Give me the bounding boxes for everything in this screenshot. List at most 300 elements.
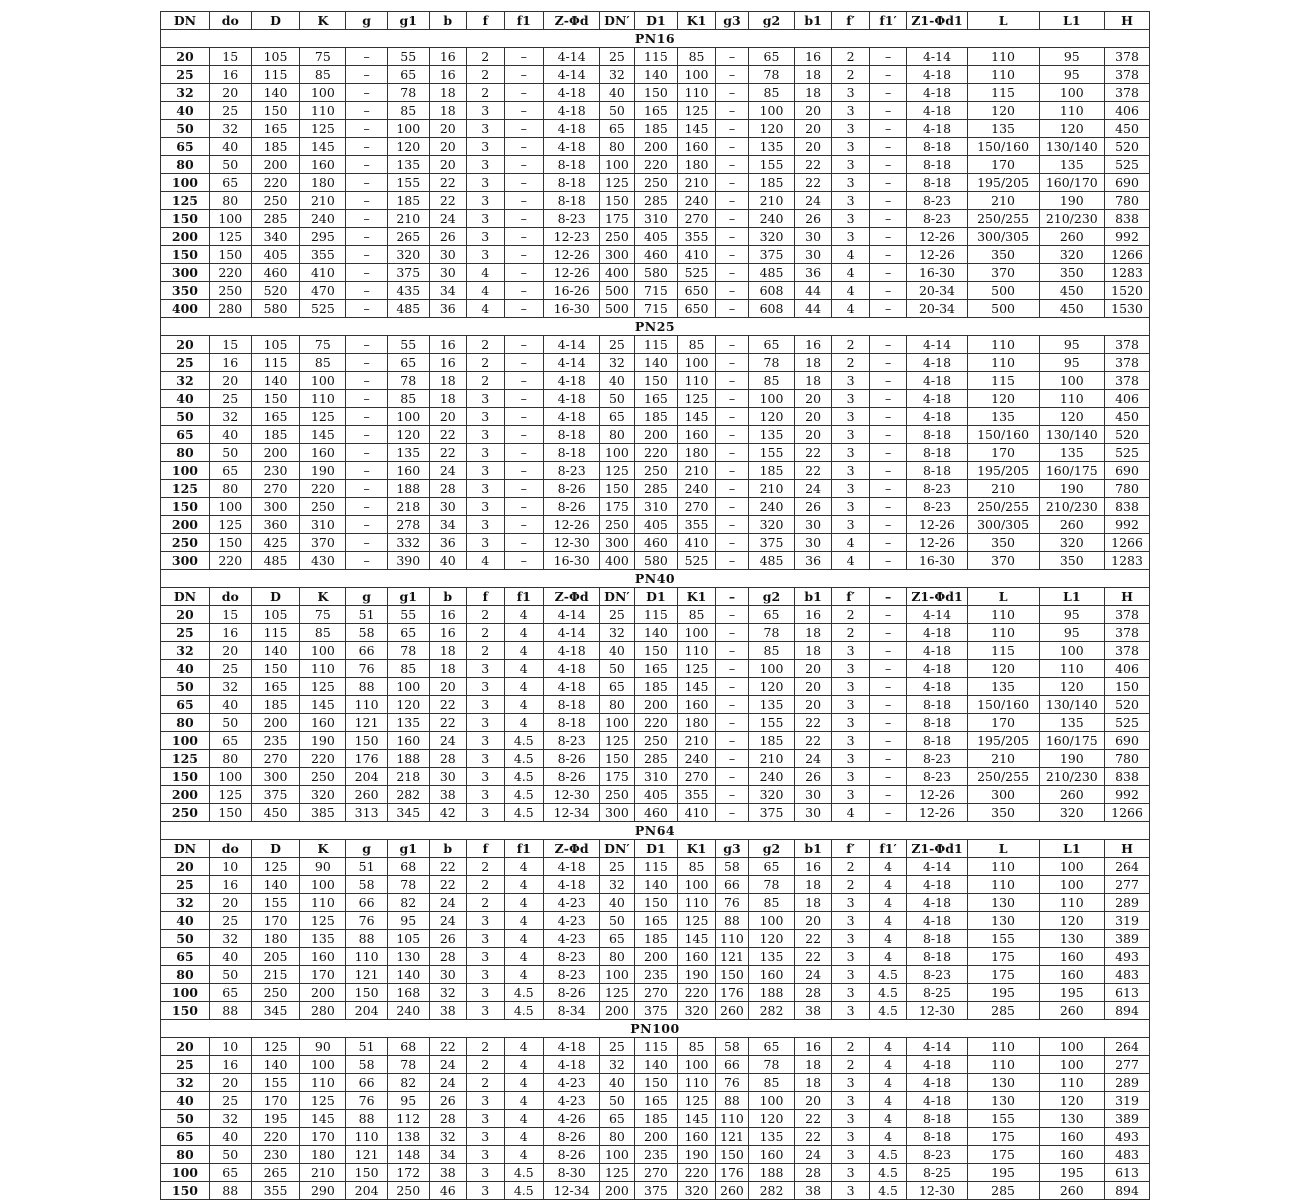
table-cell: 195 bbox=[251, 1110, 300, 1128]
table-cell: 240 bbox=[678, 750, 715, 768]
table-cell: 16 bbox=[209, 1056, 251, 1074]
table-cell: – bbox=[869, 300, 906, 318]
table-cell: 3 bbox=[832, 372, 869, 390]
column-header: f1 bbox=[504, 12, 544, 30]
table-cell: 355 bbox=[251, 1182, 300, 1200]
column-header: b1 bbox=[794, 840, 831, 858]
table-cell: – bbox=[715, 210, 748, 228]
dn-cell: 32 bbox=[161, 894, 210, 912]
table-cell: – bbox=[504, 408, 544, 426]
table-cell: 4-23 bbox=[544, 930, 600, 948]
table-cell: 15 bbox=[209, 606, 251, 624]
table-cell: – bbox=[346, 426, 388, 444]
table-cell: 260 bbox=[1039, 1002, 1105, 1020]
table-cell: 2 bbox=[832, 336, 869, 354]
table-cell: 120 bbox=[1039, 120, 1105, 138]
dn-cell: 150 bbox=[161, 1182, 210, 1200]
table-cell: 4-18 bbox=[544, 660, 600, 678]
table-row bbox=[161, 1146, 1150, 1164]
table-cell: 8-23 bbox=[907, 750, 967, 768]
table-cell: 85 bbox=[749, 894, 795, 912]
dn-cell: 400 bbox=[161, 300, 210, 318]
table-cell: – bbox=[715, 264, 748, 282]
table-cell: 613 bbox=[1105, 984, 1150, 1002]
table-cell: 185 bbox=[251, 138, 300, 156]
table-cell: 105 bbox=[387, 930, 429, 948]
table-cell: 4 bbox=[869, 948, 906, 966]
table-cell: 3 bbox=[832, 84, 869, 102]
table-cell: 140 bbox=[387, 966, 429, 984]
column-header: Z-Φd bbox=[544, 588, 600, 606]
table-cell: 20 bbox=[794, 660, 831, 678]
dn-cell: 40 bbox=[161, 912, 210, 930]
table-cell: 218 bbox=[387, 768, 429, 786]
table-cell: 4 bbox=[467, 300, 504, 318]
table-cell: 65 bbox=[387, 624, 429, 642]
table-cell: 3 bbox=[832, 120, 869, 138]
table-cell: 4 bbox=[504, 948, 544, 966]
table-row bbox=[161, 912, 1150, 930]
section-column-header-row bbox=[161, 588, 1150, 606]
dn-cell: 125 bbox=[161, 480, 210, 498]
table-cell: 150 bbox=[251, 102, 300, 120]
table-cell: 120 bbox=[749, 1110, 795, 1128]
table-cell: 188 bbox=[387, 480, 429, 498]
table-cell: 110 bbox=[967, 858, 1039, 876]
table-cell: 20 bbox=[429, 156, 466, 174]
table-cell: – bbox=[346, 120, 388, 138]
table-cell: 145 bbox=[678, 930, 715, 948]
table-cell: 406 bbox=[1105, 390, 1150, 408]
table-cell: – bbox=[715, 480, 748, 498]
table-cell: 185 bbox=[634, 120, 678, 138]
table-cell: 20 bbox=[429, 138, 466, 156]
table-cell: 46 bbox=[429, 1182, 466, 1200]
table-cell: 125 bbox=[600, 174, 634, 192]
table-cell: 460 bbox=[634, 246, 678, 264]
table-cell: 100 bbox=[387, 120, 429, 138]
table-cell: – bbox=[715, 804, 748, 822]
table-cell: 4.5 bbox=[504, 768, 544, 786]
table-cell: 115 bbox=[251, 354, 300, 372]
table-cell: 8-25 bbox=[907, 984, 967, 1002]
table-cell: 155 bbox=[749, 444, 795, 462]
table-cell: 12-34 bbox=[544, 804, 600, 822]
table-cell: 40 bbox=[600, 372, 634, 390]
table-cell: – bbox=[715, 498, 748, 516]
table-cell: 270 bbox=[678, 768, 715, 786]
table-cell: 345 bbox=[387, 804, 429, 822]
column-header: g3 bbox=[715, 12, 748, 30]
table-cell: 75 bbox=[300, 606, 346, 624]
table-cell: 4 bbox=[869, 1074, 906, 1092]
table-cell: 145 bbox=[678, 1110, 715, 1128]
table-cell: 15 bbox=[209, 336, 251, 354]
table-cell: 3 bbox=[832, 750, 869, 768]
table-cell: 95 bbox=[1039, 354, 1105, 372]
table-cell: 4.5 bbox=[504, 732, 544, 750]
table-cell: 160 bbox=[300, 156, 346, 174]
table-cell: 18 bbox=[794, 372, 831, 390]
table-cell: 160 bbox=[387, 732, 429, 750]
table-cell: 58 bbox=[715, 858, 748, 876]
table-cell: 780 bbox=[1105, 480, 1150, 498]
dn-cell: 200 bbox=[161, 516, 210, 534]
table-cell: – bbox=[346, 336, 388, 354]
table-cell: 3 bbox=[832, 228, 869, 246]
column-header: g bbox=[346, 588, 388, 606]
table-cell: 430 bbox=[300, 552, 346, 570]
table-cell: 715 bbox=[634, 300, 678, 318]
table-cell: 95 bbox=[1039, 606, 1105, 624]
table-cell: 370 bbox=[967, 552, 1039, 570]
table-cell: 165 bbox=[634, 390, 678, 408]
table-cell: 4-18 bbox=[907, 354, 967, 372]
table-cell: 4 bbox=[467, 282, 504, 300]
table-cell: 280 bbox=[209, 300, 251, 318]
dn-cell: 25 bbox=[161, 354, 210, 372]
table-cell: – bbox=[715, 678, 748, 696]
column-header: g2 bbox=[749, 588, 795, 606]
table-row bbox=[161, 642, 1150, 660]
table-cell: 145 bbox=[300, 138, 346, 156]
table-cell: 195 bbox=[967, 1164, 1039, 1182]
table-cell: 138 bbox=[387, 1128, 429, 1146]
table-cell: 125 bbox=[300, 120, 346, 138]
dn-cell: 20 bbox=[161, 336, 210, 354]
table-cell: 350 bbox=[967, 804, 1039, 822]
table-cell: 65 bbox=[600, 678, 634, 696]
table-cell: 66 bbox=[346, 642, 388, 660]
table-cell: – bbox=[346, 390, 388, 408]
table-cell: 20-34 bbox=[907, 300, 967, 318]
column-header: H bbox=[1105, 588, 1150, 606]
table-cell: 4 bbox=[504, 912, 544, 930]
table-cell: 36 bbox=[794, 264, 831, 282]
table-cell: 300 bbox=[600, 534, 634, 552]
table-cell: 100 bbox=[1039, 372, 1105, 390]
table-row bbox=[161, 1092, 1150, 1110]
table-cell: 65 bbox=[749, 48, 795, 66]
table-cell: 135 bbox=[749, 1128, 795, 1146]
table-cell: 180 bbox=[300, 1146, 346, 1164]
table-cell: 185 bbox=[749, 174, 795, 192]
table-cell: 32 bbox=[600, 876, 634, 894]
table-cell: 22 bbox=[429, 174, 466, 192]
table-cell: 3 bbox=[832, 498, 869, 516]
table-cell: – bbox=[869, 246, 906, 264]
table-cell: 30 bbox=[794, 786, 831, 804]
table-cell: 110 bbox=[346, 696, 388, 714]
table-cell: 16 bbox=[794, 48, 831, 66]
table-cell: 165 bbox=[634, 102, 678, 120]
table-cell: 38 bbox=[429, 1002, 466, 1020]
table-cell: 18 bbox=[794, 84, 831, 102]
table-cell: 150 bbox=[209, 534, 251, 552]
dn-cell: 40 bbox=[161, 390, 210, 408]
table-cell: 3 bbox=[832, 894, 869, 912]
table-cell: 4.5 bbox=[504, 786, 544, 804]
table-cell: 3 bbox=[832, 462, 869, 480]
table-cell: 3 bbox=[832, 912, 869, 930]
table-cell: 125 bbox=[251, 858, 300, 876]
table-row bbox=[161, 480, 1150, 498]
table-cell: 378 bbox=[1105, 372, 1150, 390]
table-cell: 175 bbox=[600, 498, 634, 516]
table-cell: 100 bbox=[300, 1056, 346, 1074]
table-cell: 4-14 bbox=[544, 606, 600, 624]
table-cell: 8-23 bbox=[907, 498, 967, 516]
table-cell: 30 bbox=[429, 246, 466, 264]
table-cell: 18 bbox=[794, 642, 831, 660]
table-cell: 22 bbox=[794, 1128, 831, 1146]
table-cell: 24 bbox=[429, 1074, 466, 1092]
table-cell: 410 bbox=[678, 534, 715, 552]
table-cell: 220 bbox=[634, 714, 678, 732]
table-cell: – bbox=[715, 462, 748, 480]
table-cell: 3 bbox=[832, 210, 869, 228]
dn-cell: 80 bbox=[161, 156, 210, 174]
table-cell: 8-23 bbox=[544, 462, 600, 480]
dn-cell: 150 bbox=[161, 768, 210, 786]
table-cell: 148 bbox=[387, 1146, 429, 1164]
table-cell: – bbox=[504, 120, 544, 138]
column-header: K1 bbox=[678, 840, 715, 858]
table-cell: – bbox=[715, 372, 748, 390]
table-cell: 3 bbox=[832, 642, 869, 660]
table-cell: – bbox=[869, 462, 906, 480]
table-cell: 690 bbox=[1105, 732, 1150, 750]
table-cell: 100 bbox=[749, 390, 795, 408]
table-cell: 160 bbox=[300, 444, 346, 462]
table-cell: 218 bbox=[387, 498, 429, 516]
table-cell: 650 bbox=[678, 282, 715, 300]
table-cell: 230 bbox=[251, 1146, 300, 1164]
dn-cell: 250 bbox=[161, 804, 210, 822]
table-cell: 110 bbox=[300, 660, 346, 678]
table-cell: – bbox=[715, 624, 748, 642]
table-cell: 4-18 bbox=[907, 408, 967, 426]
table-cell: 2 bbox=[467, 642, 504, 660]
table-cell: 24 bbox=[429, 912, 466, 930]
table-cell: 160 bbox=[300, 948, 346, 966]
table-cell: 405 bbox=[634, 786, 678, 804]
table-cell: 40 bbox=[209, 948, 251, 966]
table-cell: 525 bbox=[1105, 156, 1150, 174]
section-column-header-row bbox=[161, 840, 1150, 858]
table-row bbox=[161, 426, 1150, 444]
table-cell: 22 bbox=[429, 858, 466, 876]
table-cell: 4-18 bbox=[544, 876, 600, 894]
table-cell: – bbox=[715, 228, 748, 246]
table-cell: 378 bbox=[1105, 642, 1150, 660]
table-cell: 120 bbox=[967, 660, 1039, 678]
table-cell: 78 bbox=[749, 624, 795, 642]
table-cell: – bbox=[346, 354, 388, 372]
table-cell: 4.5 bbox=[504, 1002, 544, 1020]
table-cell: 310 bbox=[634, 768, 678, 786]
table-cell: 50 bbox=[600, 660, 634, 678]
table-cell: – bbox=[504, 462, 544, 480]
table-cell: 215 bbox=[251, 966, 300, 984]
table-cell: 20 bbox=[794, 1092, 831, 1110]
table-cell: 3 bbox=[832, 1146, 869, 1164]
table-cell: 319 bbox=[1105, 912, 1150, 930]
table-cell: 345 bbox=[251, 1002, 300, 1020]
table-cell: 4.5 bbox=[869, 1146, 906, 1164]
table-cell: 58 bbox=[715, 1038, 748, 1056]
table-cell: – bbox=[504, 552, 544, 570]
table-cell: 4 bbox=[869, 1056, 906, 1074]
table-cell: 30 bbox=[429, 966, 466, 984]
table-cell: 16-30 bbox=[907, 264, 967, 282]
table-cell: 24 bbox=[429, 210, 466, 228]
table-cell: 51 bbox=[346, 858, 388, 876]
table-cell: 176 bbox=[715, 1164, 748, 1182]
table-cell: 105 bbox=[251, 606, 300, 624]
table-cell: 4-18 bbox=[544, 120, 600, 138]
table-cell: 12-26 bbox=[907, 804, 967, 822]
table-cell: 2 bbox=[832, 1056, 869, 1074]
table-cell: – bbox=[504, 534, 544, 552]
column-header: f bbox=[467, 12, 504, 30]
table-cell: 295 bbox=[300, 228, 346, 246]
table-cell: 180 bbox=[678, 156, 715, 174]
table-cell: – bbox=[869, 120, 906, 138]
table-cell: 165 bbox=[251, 120, 300, 138]
table-cell: 95 bbox=[1039, 624, 1105, 642]
table-cell: 285 bbox=[251, 210, 300, 228]
table-cell: – bbox=[346, 480, 388, 498]
table-cell: 188 bbox=[749, 1164, 795, 1182]
table-cell: 75 bbox=[300, 336, 346, 354]
table-cell: 20 bbox=[794, 120, 831, 138]
table-cell: 715 bbox=[634, 282, 678, 300]
table-cell: – bbox=[715, 426, 748, 444]
dn-cell: 125 bbox=[161, 192, 210, 210]
table-cell: – bbox=[715, 768, 748, 786]
table-cell: 4 bbox=[504, 1074, 544, 1092]
table-cell: 150/160 bbox=[967, 696, 1039, 714]
table-cell: 2 bbox=[467, 894, 504, 912]
table-cell: 28 bbox=[429, 480, 466, 498]
table-cell: 280 bbox=[300, 1002, 346, 1020]
table-cell: 100 bbox=[749, 660, 795, 678]
table-cell: 210 bbox=[749, 192, 795, 210]
table-cell: 76 bbox=[715, 1074, 748, 1092]
table-cell: 55 bbox=[387, 606, 429, 624]
table-cell: – bbox=[504, 174, 544, 192]
table-cell: 8-30 bbox=[544, 1164, 600, 1182]
column-header: do bbox=[209, 12, 251, 30]
table-cell: 22 bbox=[429, 876, 466, 894]
table-cell: 125 bbox=[209, 786, 251, 804]
table-cell: – bbox=[346, 174, 388, 192]
table-cell: 18 bbox=[794, 1074, 831, 1092]
table-cell: 460 bbox=[251, 264, 300, 282]
table-cell: 125 bbox=[600, 462, 634, 480]
table-cell: 88 bbox=[346, 1110, 388, 1128]
dn-cell: 65 bbox=[161, 138, 210, 156]
table-cell: 4.5 bbox=[504, 750, 544, 768]
table-cell: – bbox=[869, 354, 906, 372]
column-header: g bbox=[346, 840, 388, 858]
table-cell: 78 bbox=[387, 642, 429, 660]
table-cell: 68 bbox=[387, 1038, 429, 1056]
table-cell: – bbox=[869, 732, 906, 750]
table-cell: 350 bbox=[1039, 552, 1105, 570]
table-cell: 375 bbox=[634, 1002, 678, 1020]
dn-cell: 300 bbox=[161, 552, 210, 570]
column-header: g2 bbox=[749, 840, 795, 858]
table-cell: 30 bbox=[794, 228, 831, 246]
table-cell: 150/160 bbox=[967, 138, 1039, 156]
table-cell: 355 bbox=[678, 516, 715, 534]
table-cell: 160 bbox=[1039, 966, 1105, 984]
table-cell: – bbox=[715, 696, 748, 714]
table-cell: – bbox=[715, 66, 748, 84]
table-cell: 150 bbox=[634, 642, 678, 660]
table-cell: 4 bbox=[504, 966, 544, 984]
table-cell: – bbox=[715, 246, 748, 264]
table-cell: 4-18 bbox=[544, 390, 600, 408]
dn-cell: 350 bbox=[161, 282, 210, 300]
table-cell: 80 bbox=[600, 1128, 634, 1146]
table-cell: 140 bbox=[634, 624, 678, 642]
table-cell: 140 bbox=[251, 1056, 300, 1074]
table-cell: 12-26 bbox=[544, 264, 600, 282]
table-cell: 300/305 bbox=[967, 228, 1039, 246]
table-row bbox=[161, 966, 1150, 984]
table-cell: 4 bbox=[504, 1092, 544, 1110]
table-cell: 78 bbox=[749, 1056, 795, 1074]
table-cell: 270 bbox=[251, 750, 300, 768]
table-cell: 26 bbox=[794, 768, 831, 786]
table-cell: 4 bbox=[504, 642, 544, 660]
column-header: b bbox=[429, 840, 466, 858]
table-cell: 65 bbox=[749, 336, 795, 354]
table-cell: – bbox=[869, 66, 906, 84]
table-cell: 350 bbox=[967, 534, 1039, 552]
table-cell: 110 bbox=[1039, 390, 1105, 408]
table-cell: 4-23 bbox=[544, 912, 600, 930]
table-cell: 300 bbox=[967, 786, 1039, 804]
table-cell: 4 bbox=[504, 1056, 544, 1074]
table-cell: – bbox=[715, 300, 748, 318]
table-cell: 16 bbox=[794, 1038, 831, 1056]
table-cell: 375 bbox=[387, 264, 429, 282]
table-cell: 145 bbox=[300, 1110, 346, 1128]
column-header: g2 bbox=[749, 12, 795, 30]
table-row bbox=[161, 48, 1150, 66]
table-cell: – bbox=[346, 48, 388, 66]
table-cell: – bbox=[869, 480, 906, 498]
table-cell: 160 bbox=[1039, 1128, 1105, 1146]
table-cell: 12-26 bbox=[544, 516, 600, 534]
table-cell: 3 bbox=[467, 192, 504, 210]
table-cell: 190 bbox=[300, 462, 346, 480]
table-cell: – bbox=[869, 444, 906, 462]
dn-cell: 50 bbox=[161, 678, 210, 696]
column-header: L1 bbox=[1039, 12, 1105, 30]
table-cell: – bbox=[346, 408, 388, 426]
table-cell: 8-23 bbox=[907, 768, 967, 786]
table-cell: 2 bbox=[832, 1038, 869, 1056]
table-cell: 120 bbox=[967, 390, 1039, 408]
table-cell: 20 bbox=[209, 372, 251, 390]
table-cell: 8-23 bbox=[907, 480, 967, 498]
table-cell: 125 bbox=[600, 732, 634, 750]
